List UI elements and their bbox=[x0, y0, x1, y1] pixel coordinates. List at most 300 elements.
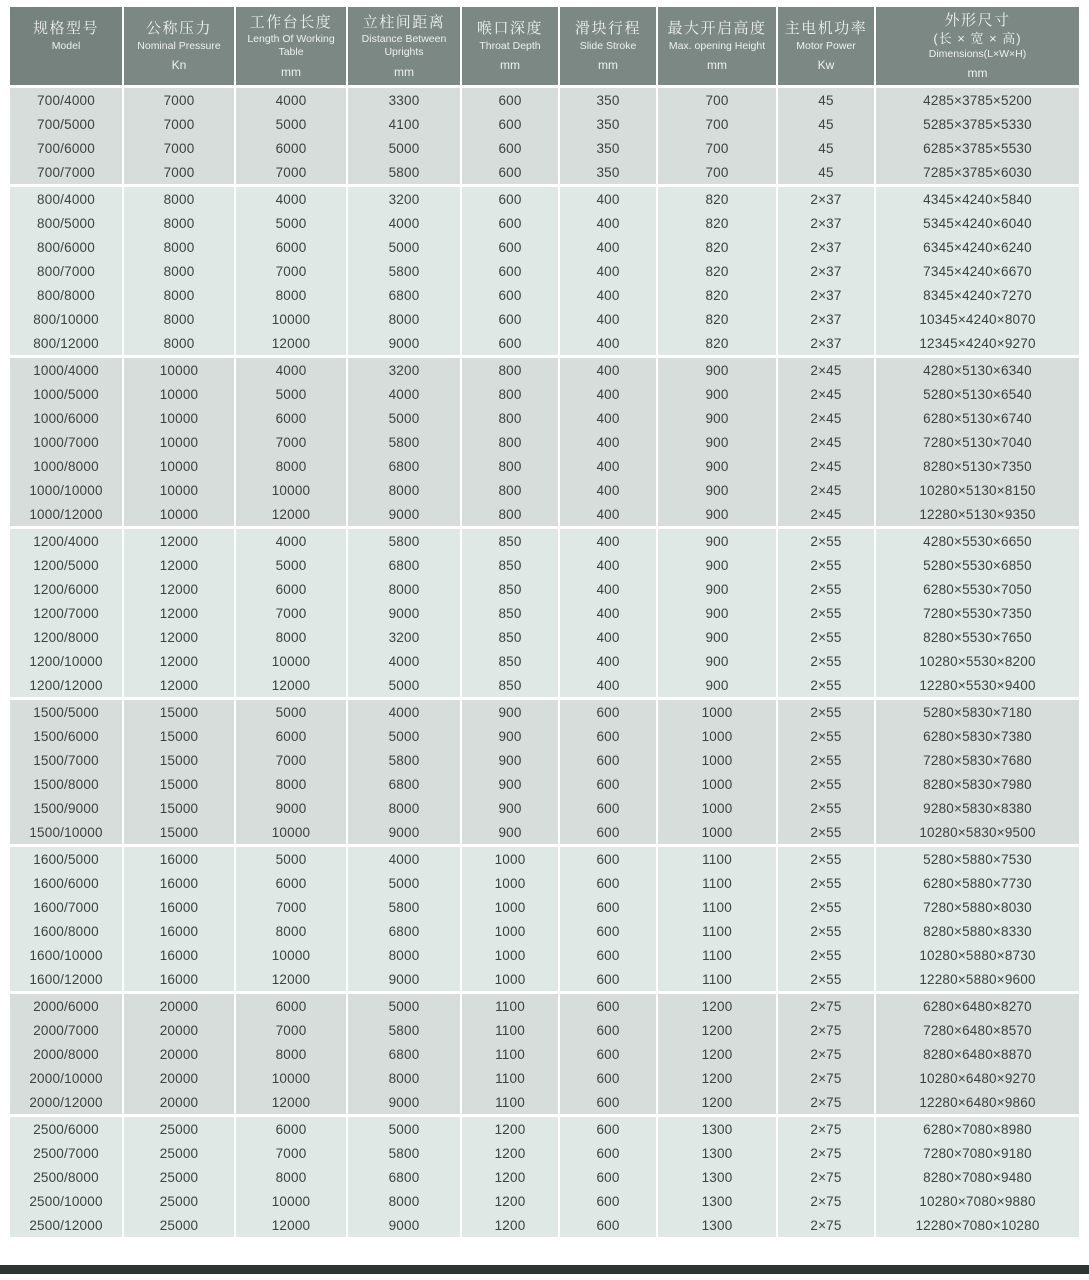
table-row bbox=[10, 895, 1079, 919]
value-cell: 4000 bbox=[348, 844, 460, 871]
value-cell: 1200 bbox=[462, 1114, 558, 1141]
header-unit: mm bbox=[598, 57, 618, 72]
value-cell: 12000 bbox=[236, 967, 346, 991]
value-cell: 12280×5130×9350 bbox=[876, 502, 1079, 526]
value-cell: 8280×7080×9480 bbox=[876, 1165, 1079, 1189]
value-cell: 850 bbox=[462, 526, 558, 553]
model-cell: 1600/7000 bbox=[10, 895, 122, 919]
value-cell: 8000 bbox=[124, 235, 234, 259]
value-cell: 5000 bbox=[236, 112, 346, 136]
value-cell: 2×55 bbox=[778, 796, 874, 820]
value-cell: 6280×5130×6740 bbox=[876, 406, 1079, 430]
value-cell: 8000 bbox=[348, 943, 460, 967]
value-cell: 5000 bbox=[348, 871, 460, 895]
value-cell: 900 bbox=[658, 649, 776, 673]
table-row bbox=[10, 1066, 1079, 1090]
value-cell: 900 bbox=[462, 796, 558, 820]
value-cell: 16000 bbox=[124, 844, 234, 871]
value-cell: 1000 bbox=[658, 820, 776, 844]
value-cell: 850 bbox=[462, 601, 558, 625]
value-cell: 700 bbox=[658, 88, 776, 112]
value-cell: 10000 bbox=[124, 406, 234, 430]
value-cell: 1300 bbox=[658, 1141, 776, 1165]
value-cell: 6800 bbox=[348, 283, 460, 307]
value-cell: 2×75 bbox=[778, 1090, 874, 1114]
value-cell: 9000 bbox=[348, 331, 460, 355]
value-cell: 7280×5130×7040 bbox=[876, 430, 1079, 454]
value-cell: 12280×5530×9400 bbox=[876, 673, 1079, 697]
header-label-zh2: (长 × 宽 × 高) bbox=[933, 31, 1022, 47]
value-cell: 2×45 bbox=[778, 355, 874, 382]
value-cell: 1000 bbox=[462, 943, 558, 967]
value-cell: 600 bbox=[560, 895, 656, 919]
value-cell: 7000 bbox=[236, 895, 346, 919]
value-cell: 8000 bbox=[236, 625, 346, 649]
table-row bbox=[10, 1141, 1079, 1165]
table-row bbox=[10, 1213, 1079, 1237]
table-row bbox=[10, 577, 1079, 601]
value-cell: 10000 bbox=[124, 454, 234, 478]
model-cell: 700/5000 bbox=[10, 112, 122, 136]
value-cell: 25000 bbox=[124, 1165, 234, 1189]
value-cell: 1100 bbox=[462, 1018, 558, 1042]
value-cell: 8000 bbox=[236, 1042, 346, 1066]
value-cell: 10280×6480×9270 bbox=[876, 1066, 1079, 1090]
table-row bbox=[10, 553, 1079, 577]
value-cell: 600 bbox=[560, 1114, 656, 1141]
value-cell: 8280×6480×8870 bbox=[876, 1042, 1079, 1066]
value-cell: 1000 bbox=[658, 748, 776, 772]
value-cell: 400 bbox=[560, 184, 656, 211]
value-cell: 600 bbox=[560, 697, 656, 724]
value-cell: 12000 bbox=[236, 1090, 346, 1114]
value-cell: 6280×5830×7380 bbox=[876, 724, 1079, 748]
value-cell: 10345×4240×8070 bbox=[876, 307, 1079, 331]
value-cell: 15000 bbox=[124, 772, 234, 796]
value-cell: 45 bbox=[778, 112, 874, 136]
value-cell: 10000 bbox=[236, 820, 346, 844]
value-cell: 16000 bbox=[124, 967, 234, 991]
value-cell: 5800 bbox=[348, 1018, 460, 1042]
value-cell: 2×37 bbox=[778, 307, 874, 331]
value-cell: 7280×5830×7680 bbox=[876, 748, 1079, 772]
table-row bbox=[10, 430, 1079, 454]
value-cell: 8000 bbox=[236, 919, 346, 943]
value-cell: 400 bbox=[560, 235, 656, 259]
header-label-en: Slide Stroke bbox=[579, 39, 637, 52]
header-label-zh: 最大开启高度 bbox=[667, 20, 767, 38]
model-cell: 1200/6000 bbox=[10, 577, 122, 601]
value-cell: 8280×5830×7980 bbox=[876, 772, 1079, 796]
value-cell: 600 bbox=[560, 772, 656, 796]
value-cell: 5800 bbox=[348, 430, 460, 454]
value-cell: 8000 bbox=[124, 259, 234, 283]
value-cell: 8000 bbox=[124, 307, 234, 331]
value-cell: 850 bbox=[462, 577, 558, 601]
value-cell: 600 bbox=[560, 943, 656, 967]
table-row bbox=[10, 844, 1079, 871]
value-cell: 10000 bbox=[236, 649, 346, 673]
value-cell: 8280×5530×7650 bbox=[876, 625, 1079, 649]
value-cell: 9000 bbox=[236, 796, 346, 820]
value-cell: 400 bbox=[560, 649, 656, 673]
value-cell: 4280×5530×6650 bbox=[876, 526, 1079, 553]
value-cell: 600 bbox=[560, 820, 656, 844]
header-label-en: Throat Depth bbox=[479, 39, 541, 52]
header-label-zh: 公称压力 bbox=[145, 20, 212, 38]
value-cell: 8000 bbox=[348, 478, 460, 502]
value-cell: 400 bbox=[560, 625, 656, 649]
value-cell: 1000 bbox=[658, 697, 776, 724]
model-cell: 1600/8000 bbox=[10, 919, 122, 943]
value-cell: 7000 bbox=[236, 1141, 346, 1165]
model-cell: 1200/8000 bbox=[10, 625, 122, 649]
value-cell: 9280×5830×8380 bbox=[876, 796, 1079, 820]
value-cell: 12345×4240×9270 bbox=[876, 331, 1079, 355]
value-cell: 7285×3785×6030 bbox=[876, 160, 1079, 184]
value-cell: 900 bbox=[462, 748, 558, 772]
table-row bbox=[10, 820, 1079, 844]
value-cell: 400 bbox=[560, 307, 656, 331]
value-cell: 8000 bbox=[348, 796, 460, 820]
value-cell: 6000 bbox=[236, 991, 346, 1018]
value-cell: 600 bbox=[560, 967, 656, 991]
model-cell: 1000/12000 bbox=[10, 502, 122, 526]
value-cell: 10000 bbox=[236, 943, 346, 967]
model-cell: 800/8000 bbox=[10, 283, 122, 307]
value-cell: 2×37 bbox=[778, 331, 874, 355]
value-cell: 900 bbox=[658, 577, 776, 601]
value-cell: 1000 bbox=[658, 772, 776, 796]
value-cell: 400 bbox=[560, 673, 656, 697]
value-cell: 400 bbox=[560, 355, 656, 382]
table-row bbox=[10, 526, 1079, 553]
value-cell: 1000 bbox=[462, 844, 558, 871]
value-cell: 600 bbox=[560, 748, 656, 772]
value-cell: 800 bbox=[462, 502, 558, 526]
value-cell: 1100 bbox=[462, 1090, 558, 1114]
value-cell: 4000 bbox=[348, 649, 460, 673]
model-cell: 1000/5000 bbox=[10, 382, 122, 406]
model-cell: 1500/10000 bbox=[10, 820, 122, 844]
value-cell: 6800 bbox=[348, 1165, 460, 1189]
value-cell: 3200 bbox=[348, 184, 460, 211]
value-cell: 5280×5880×7530 bbox=[876, 844, 1079, 871]
value-cell: 1200 bbox=[658, 1066, 776, 1090]
value-cell: 6800 bbox=[348, 772, 460, 796]
value-cell: 7000 bbox=[236, 259, 346, 283]
value-cell: 2×75 bbox=[778, 1213, 874, 1237]
value-cell: 400 bbox=[560, 259, 656, 283]
value-cell: 600 bbox=[462, 211, 558, 235]
value-cell: 9000 bbox=[348, 820, 460, 844]
model-cell: 1600/5000 bbox=[10, 844, 122, 871]
value-cell: 12000 bbox=[236, 502, 346, 526]
value-cell: 1200 bbox=[462, 1165, 558, 1189]
value-cell: 4000 bbox=[236, 526, 346, 553]
value-cell: 2×45 bbox=[778, 406, 874, 430]
value-cell: 1000 bbox=[462, 919, 558, 943]
value-cell: 25000 bbox=[124, 1114, 234, 1141]
value-cell: 15000 bbox=[124, 820, 234, 844]
value-cell: 2×55 bbox=[778, 967, 874, 991]
model-cell: 2500/6000 bbox=[10, 1114, 122, 1141]
value-cell: 4000 bbox=[348, 382, 460, 406]
value-cell: 600 bbox=[462, 283, 558, 307]
value-cell: 1100 bbox=[658, 895, 776, 919]
table-row bbox=[10, 502, 1079, 526]
value-cell: 16000 bbox=[124, 943, 234, 967]
value-cell: 2×45 bbox=[778, 382, 874, 406]
value-cell: 8280×5880×8330 bbox=[876, 919, 1079, 943]
table-row bbox=[10, 943, 1079, 967]
value-cell: 8000 bbox=[348, 1066, 460, 1090]
value-cell: 8000 bbox=[236, 772, 346, 796]
value-cell: 1100 bbox=[658, 943, 776, 967]
value-cell: 1100 bbox=[462, 991, 558, 1018]
table-row bbox=[10, 871, 1079, 895]
value-cell: 600 bbox=[560, 1090, 656, 1114]
value-cell: 800 bbox=[462, 430, 558, 454]
value-cell: 1100 bbox=[462, 1042, 558, 1066]
value-cell: 5800 bbox=[348, 526, 460, 553]
header-label-zh: 喉口深度 bbox=[476, 20, 543, 38]
value-cell: 4100 bbox=[348, 112, 460, 136]
value-cell: 5800 bbox=[348, 895, 460, 919]
value-cell: 9000 bbox=[348, 1213, 460, 1237]
header-label-en: Model bbox=[51, 39, 81, 52]
value-cell: 2×37 bbox=[778, 235, 874, 259]
value-cell: 8000 bbox=[348, 1189, 460, 1213]
model-cell: 1500/5000 bbox=[10, 697, 122, 724]
value-cell: 7000 bbox=[236, 430, 346, 454]
value-cell: 3200 bbox=[348, 625, 460, 649]
value-cell: 7000 bbox=[124, 112, 234, 136]
value-cell: 4280×5130×6340 bbox=[876, 355, 1079, 382]
table-row bbox=[10, 406, 1079, 430]
table-row bbox=[10, 697, 1079, 724]
table-body bbox=[10, 88, 1079, 1237]
value-cell: 2×37 bbox=[778, 259, 874, 283]
table-row bbox=[10, 355, 1079, 382]
value-cell: 10000 bbox=[236, 307, 346, 331]
model-cell: 1000/8000 bbox=[10, 454, 122, 478]
value-cell: 10000 bbox=[236, 1189, 346, 1213]
value-cell: 600 bbox=[462, 136, 558, 160]
value-cell: 9000 bbox=[348, 601, 460, 625]
value-cell: 7000 bbox=[236, 748, 346, 772]
value-cell: 400 bbox=[560, 601, 656, 625]
value-cell: 2×55 bbox=[778, 919, 874, 943]
model-cell: 2500/12000 bbox=[10, 1213, 122, 1237]
value-cell: 16000 bbox=[124, 895, 234, 919]
model-cell: 1600/6000 bbox=[10, 871, 122, 895]
value-cell: 600 bbox=[560, 1141, 656, 1165]
value-cell: 5280×5830×7180 bbox=[876, 697, 1079, 724]
value-cell: 600 bbox=[560, 1189, 656, 1213]
value-cell: 600 bbox=[560, 919, 656, 943]
value-cell: 820 bbox=[658, 331, 776, 355]
value-cell: 2×75 bbox=[778, 1018, 874, 1042]
value-cell: 400 bbox=[560, 478, 656, 502]
value-cell: 600 bbox=[560, 991, 656, 1018]
value-cell: 2×45 bbox=[778, 478, 874, 502]
value-cell: 2×55 bbox=[778, 724, 874, 748]
value-cell: 5000 bbox=[236, 211, 346, 235]
value-cell: 8000 bbox=[124, 184, 234, 211]
value-cell: 900 bbox=[658, 625, 776, 649]
value-cell: 850 bbox=[462, 673, 558, 697]
value-cell: 400 bbox=[560, 331, 656, 355]
value-cell: 45 bbox=[778, 136, 874, 160]
model-cell: 1200/7000 bbox=[10, 601, 122, 625]
value-cell: 600 bbox=[560, 796, 656, 820]
value-cell: 400 bbox=[560, 553, 656, 577]
value-cell: 5000 bbox=[348, 673, 460, 697]
value-cell: 600 bbox=[560, 1018, 656, 1042]
value-cell: 10000 bbox=[124, 355, 234, 382]
value-cell: 2×37 bbox=[778, 184, 874, 211]
value-cell: 350 bbox=[560, 112, 656, 136]
value-cell: 12000 bbox=[124, 649, 234, 673]
table-row bbox=[10, 454, 1079, 478]
value-cell: 820 bbox=[658, 283, 776, 307]
header-unit: mm bbox=[967, 65, 988, 80]
table-row bbox=[10, 478, 1079, 502]
value-cell: 9000 bbox=[348, 1090, 460, 1114]
value-cell: 5000 bbox=[348, 235, 460, 259]
spec-table bbox=[8, 7, 1081, 1237]
value-cell: 800 bbox=[462, 454, 558, 478]
table-row bbox=[10, 1090, 1079, 1114]
table-row bbox=[10, 1114, 1079, 1141]
model-cell: 2000/6000 bbox=[10, 991, 122, 1018]
model-cell: 1200/10000 bbox=[10, 649, 122, 673]
header-unit bbox=[11, 58, 121, 72]
value-cell: 400 bbox=[560, 526, 656, 553]
value-cell: 6000 bbox=[236, 235, 346, 259]
value-cell: 800 bbox=[462, 406, 558, 430]
value-cell: 15000 bbox=[124, 724, 234, 748]
value-cell: 1200 bbox=[462, 1213, 558, 1237]
value-cell: 1100 bbox=[462, 1066, 558, 1090]
value-cell: 4000 bbox=[348, 697, 460, 724]
value-cell: 600 bbox=[462, 331, 558, 355]
value-cell: 400 bbox=[560, 382, 656, 406]
value-cell: 400 bbox=[560, 502, 656, 526]
value-cell: 2×75 bbox=[778, 991, 874, 1018]
header-unit: Kw bbox=[817, 57, 835, 72]
value-cell: 7280×5530×7350 bbox=[876, 601, 1079, 625]
value-cell: 2×55 bbox=[778, 772, 874, 796]
value-cell: 2×75 bbox=[778, 1066, 874, 1090]
column-header-8 bbox=[778, 7, 874, 88]
value-cell: 8280×5130×7350 bbox=[876, 454, 1079, 478]
bottom-accent-bar bbox=[0, 1265, 1089, 1274]
value-cell: 10000 bbox=[236, 478, 346, 502]
value-cell: 7000 bbox=[236, 1018, 346, 1042]
value-cell: 8000 bbox=[348, 307, 460, 331]
value-cell: 12280×6480×9860 bbox=[876, 1090, 1079, 1114]
model-cell: 1200/4000 bbox=[10, 526, 122, 553]
value-cell: 820 bbox=[658, 184, 776, 211]
value-cell: 900 bbox=[658, 382, 776, 406]
table-row bbox=[10, 673, 1079, 697]
header-label-zh: 滑块行程 bbox=[574, 20, 641, 38]
model-cell: 700/7000 bbox=[10, 160, 122, 184]
value-cell: 6000 bbox=[236, 1114, 346, 1141]
value-cell: 2×45 bbox=[778, 430, 874, 454]
value-cell: 600 bbox=[560, 724, 656, 748]
value-cell: 5000 bbox=[348, 991, 460, 1018]
value-cell: 2×55 bbox=[778, 748, 874, 772]
header-unit: mm bbox=[707, 57, 727, 72]
table-row bbox=[10, 283, 1079, 307]
value-cell: 9000 bbox=[348, 502, 460, 526]
header-label-zh: 工作台长度 bbox=[249, 13, 333, 31]
value-cell: 600 bbox=[462, 235, 558, 259]
value-cell: 1000 bbox=[462, 967, 558, 991]
value-cell: 850 bbox=[462, 553, 558, 577]
model-cell: 1000/4000 bbox=[10, 355, 122, 382]
header-unit: mm bbox=[281, 64, 301, 79]
value-cell: 800 bbox=[462, 382, 558, 406]
model-cell: 2000/7000 bbox=[10, 1018, 122, 1042]
table-row bbox=[10, 1042, 1079, 1066]
value-cell: 8000 bbox=[348, 577, 460, 601]
value-cell: 20000 bbox=[124, 1042, 234, 1066]
table-row bbox=[10, 724, 1079, 748]
model-cell: 1000/10000 bbox=[10, 478, 122, 502]
table-header bbox=[10, 7, 1079, 88]
value-cell: 2×55 bbox=[778, 577, 874, 601]
value-cell: 2×75 bbox=[778, 1189, 874, 1213]
table-row bbox=[10, 601, 1079, 625]
value-cell: 2×55 bbox=[778, 526, 874, 553]
value-cell: 6280×5880×7730 bbox=[876, 871, 1079, 895]
table-row bbox=[10, 991, 1079, 1018]
value-cell: 1200 bbox=[462, 1189, 558, 1213]
value-cell: 2×55 bbox=[778, 844, 874, 871]
model-cell: 1600/12000 bbox=[10, 967, 122, 991]
model-cell: 2500/8000 bbox=[10, 1165, 122, 1189]
value-cell: 6000 bbox=[236, 577, 346, 601]
value-cell: 1100 bbox=[658, 967, 776, 991]
value-cell: 5000 bbox=[348, 1114, 460, 1141]
value-cell: 600 bbox=[560, 844, 656, 871]
column-header-4 bbox=[348, 7, 460, 88]
value-cell: 1200 bbox=[658, 1018, 776, 1042]
value-cell: 8000 bbox=[236, 454, 346, 478]
value-cell: 4345×4240×5840 bbox=[876, 184, 1079, 211]
column-header-3 bbox=[236, 7, 346, 88]
table-row bbox=[10, 649, 1079, 673]
value-cell: 10280×5880×8730 bbox=[876, 943, 1079, 967]
value-cell: 12000 bbox=[124, 673, 234, 697]
model-cell: 800/4000 bbox=[10, 184, 122, 211]
column-header-6 bbox=[560, 7, 656, 88]
value-cell: 1300 bbox=[658, 1189, 776, 1213]
value-cell: 600 bbox=[560, 1165, 656, 1189]
table-row bbox=[10, 796, 1079, 820]
table-row bbox=[10, 919, 1079, 943]
value-cell: 6285×3785×5530 bbox=[876, 136, 1079, 160]
value-cell: 1200 bbox=[658, 991, 776, 1018]
table-row bbox=[10, 382, 1079, 406]
header-label-zh: 主电机功率 bbox=[784, 20, 868, 38]
value-cell: 7280×7080×9180 bbox=[876, 1141, 1079, 1165]
table-row bbox=[10, 235, 1079, 259]
